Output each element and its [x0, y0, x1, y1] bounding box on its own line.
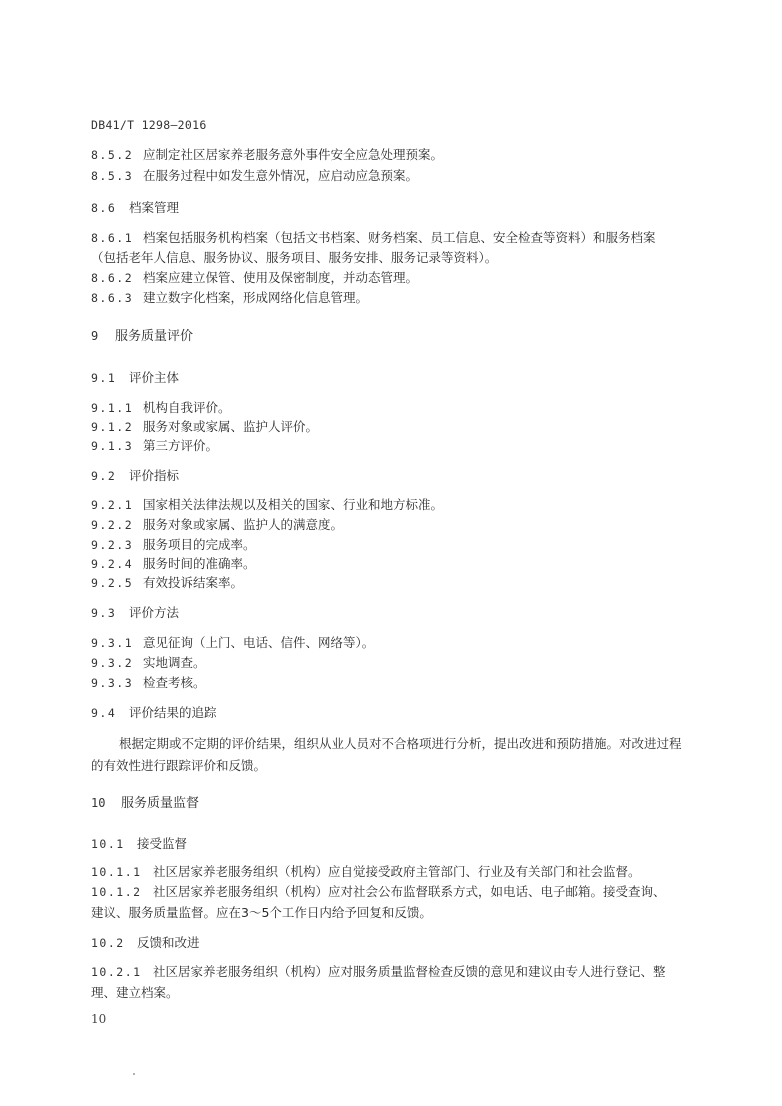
paragraph-9-4: 根据定期或不定期的评价结果，组织从业人员对不合格项进行分析，提出改进和预防措施。对改进过程的有效性进行跟踪评价和反馈。 — [91, 736, 682, 773]
clause-number: 10.1.1 — [91, 865, 142, 879]
clause-number: 8.6.2 — [91, 271, 134, 285]
chapter-number: 9 — [91, 329, 99, 343]
clause-number: 8.6.1 — [91, 231, 134, 245]
clause-number: 10.1.2 — [91, 885, 142, 899]
clause-8-5-2 — [91, 147, 443, 163]
clause-text: 服务对象或家属、监护人的满意度。 — [143, 517, 344, 532]
clause-10-1-2 — [91, 884, 666, 900]
section-10-2-heading — [91, 935, 200, 951]
clause-number: 9.2.3 — [91, 538, 134, 552]
chapter-number: 10 — [91, 796, 106, 810]
clause-10-1-1 — [91, 864, 641, 880]
section-8-6-heading — [91, 200, 179, 216]
clause-text: 档案包括服务机构档案（包括文书档案、财务档案、员工信息、安全检查等资料）和服务档案 — [143, 230, 656, 245]
clause-number: 9.3.3 — [91, 676, 134, 690]
clause-text: 理、建立档案。 — [91, 985, 179, 1000]
section-title: 评价方法 — [129, 605, 180, 620]
clause-number: 10.2.1 — [91, 965, 142, 979]
clause-number: 8.5.3 — [91, 169, 134, 183]
clause-number: 9.1.1 — [91, 401, 134, 415]
section-number: 9.4 — [91, 706, 117, 720]
clause-9-1-2 — [91, 419, 318, 435]
clause-text: 第三方评价。 — [143, 438, 219, 453]
clause-9-2-3 — [91, 537, 256, 553]
section-9-2-heading — [91, 468, 179, 484]
section-number: 10.2 — [91, 936, 125, 950]
clause-text: 档案应建立保管、使用及保密制度，并动态管理。 — [143, 270, 419, 285]
clause-number: 9.3.1 — [91, 636, 134, 650]
section-9-1-heading — [91, 370, 179, 386]
page-number: 10 — [91, 1012, 107, 1026]
clause-9-3-3 — [91, 675, 206, 691]
clause-10-2-1 — [91, 964, 666, 980]
clause-text: 有效投诉结案率。 — [143, 575, 244, 590]
section-9-4-heading — [91, 705, 217, 721]
clause-8-6-2 — [91, 270, 418, 286]
clause-text: 服务对象或家属、监护人评价。 — [143, 419, 319, 434]
clause-10-2-1-continued — [91, 985, 179, 1001]
clause-text: 意见征询（上门、电话、信件、网络等）。 — [143, 635, 375, 650]
clause-text: 社区居家养老服务组织（机构）应对服务质量监督检查反馈的意见和建议由专人进行登记、整 — [153, 964, 666, 979]
clause-text: 机构自我评价。 — [143, 400, 231, 415]
clause-text: 社区居家养老服务组织（机构）应对社会公布监督联系方式，如电话、电子邮箱。接受查询、 — [153, 884, 666, 899]
clause-text: 国家相关法律法规以及相关的国家、行业和地方标准。 — [143, 497, 444, 512]
clause-text: 建议、服务质量监督。应在3～5个工作日内给予回复和反馈。 — [91, 905, 432, 920]
section-title: 反馈和改进 — [137, 935, 200, 950]
section-title: 评价主体 — [129, 370, 180, 385]
section-title: 接受监督 — [137, 836, 188, 851]
clause-10-1-2-continued — [91, 905, 432, 921]
clause-number: 8.5.2 — [91, 148, 134, 162]
clause-text: （包括老年人信息、服务协议、服务项目、服务安排、服务记录等资料）。 — [91, 250, 498, 265]
clause-8-6-3 — [91, 290, 368, 306]
clause-9-3-1 — [91, 635, 374, 651]
clause-text: 社区居家养老服务组织（机构）应自觉接受政府主管部门、行业及有关部门和社会监督。 — [153, 864, 641, 879]
clause-8-5-3 — [91, 168, 418, 184]
clause-number: 8.6.3 — [91, 291, 134, 305]
clause-9-2-4 — [91, 556, 256, 572]
clause-text: 服务时间的准确率。 — [143, 556, 256, 571]
chapter-title: 服务质量监督 — [121, 796, 200, 811]
section-title: 评价指标 — [129, 468, 180, 483]
section-number: 9.2 — [91, 469, 117, 483]
clause-text: 在服务过程中如发生意外情况，应启动应急预案。 — [143, 168, 419, 183]
document-code-header: DB41/T 1298—2016 — [91, 118, 207, 132]
clause-9-2-5 — [91, 575, 243, 591]
chapter-9-heading — [91, 328, 193, 345]
scan-speck — [133, 1073, 135, 1075]
clause-8-6-1 — [91, 230, 656, 246]
clause-number: 9.1.3 — [91, 439, 134, 453]
clause-9-1-1 — [91, 400, 231, 416]
section-title: 档案管理 — [129, 200, 180, 215]
clause-number: 9.2.5 — [91, 576, 134, 590]
chapter-10-heading — [91, 795, 199, 812]
clause-9-2-1 — [91, 497, 443, 513]
section-title: 评价结果的追踪 — [129, 705, 217, 720]
clause-number: 9.3.2 — [91, 656, 134, 670]
clause-9-2-2 — [91, 517, 343, 533]
clause-number: 9.2.4 — [91, 557, 134, 571]
clause-text: 服务项目的完成率。 — [143, 537, 256, 552]
section-number: 9.1 — [91, 371, 117, 385]
clause-number: 9.2.1 — [91, 498, 134, 512]
section-9-3-heading — [91, 605, 179, 621]
section-10-1-heading — [91, 836, 187, 852]
chapter-title: 服务质量评价 — [115, 329, 194, 344]
clause-number: 9.2.2 — [91, 518, 134, 532]
section-number: 10.1 — [91, 837, 125, 851]
section-number: 9.3 — [91, 606, 117, 620]
clause-text: 建立数字化档案，形成网络化信息管理。 — [143, 290, 369, 305]
clause-text: 实地调查。 — [143, 655, 206, 670]
clause-9-3-2 — [91, 655, 206, 671]
clause-8-6-1-continued — [91, 250, 497, 266]
clause-text: 检查考核。 — [143, 675, 206, 690]
clause-text: 应制定社区居家养老服务意外事件安全应急处理预案。 — [143, 147, 444, 162]
clause-number: 9.1.2 — [91, 420, 134, 434]
section-number: 8.6 — [91, 201, 117, 215]
clause-9-1-3 — [91, 438, 218, 454]
